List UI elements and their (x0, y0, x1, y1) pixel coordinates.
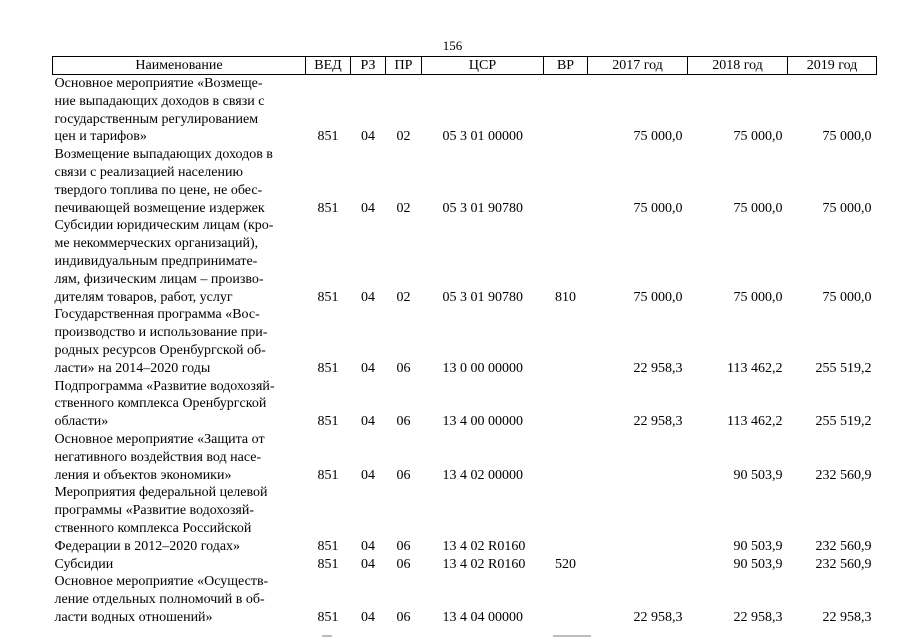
cell-2017: 22 958,3 (633, 414, 683, 430)
cell-vr (544, 75, 588, 147)
header-ved: ВЕД (306, 57, 351, 75)
name-line: Основное мероприятие «Защита от (54, 431, 265, 447)
table-row (53, 556, 877, 574)
cell-pr: 06 (396, 467, 411, 483)
cell-name (53, 556, 306, 574)
name-line: производство и использование при- (54, 325, 268, 341)
cell-name (53, 217, 306, 306)
cell-name (53, 306, 306, 377)
table-header-row (53, 57, 877, 75)
table-row (53, 146, 877, 217)
cell-2018: 90 503,9 (733, 556, 783, 572)
cell-csr: 13 4 00 00000 (442, 414, 523, 430)
cell-ved: 851 (317, 289, 339, 305)
cell-pr: 02 (396, 129, 411, 145)
cell-rz: 04 (361, 556, 375, 572)
name-line: Субсидии юридическим лицам (кро- (54, 218, 274, 234)
name-line: Возмещение выпадающих доходов в (54, 147, 273, 163)
cell-2017 (588, 556, 688, 574)
cell-csr: 13 4 02 R0160 (442, 556, 526, 572)
cell-ved: 851 (317, 609, 339, 625)
cell-ved: 851 (317, 129, 339, 145)
table-row (53, 573, 877, 626)
name-line: цен и тарифов» (54, 129, 147, 145)
budget-table (52, 56, 877, 627)
cell-vr (544, 378, 588, 431)
cell-name (53, 484, 306, 555)
cell-rz: 04 (361, 414, 375, 430)
name-line: негативного воздействия вод насе- (54, 449, 262, 465)
cell-vr: 810 (555, 289, 576, 305)
name-line: ление отдельных полномочий в об- (54, 592, 265, 608)
cell-vr (544, 146, 588, 217)
cell-vr (544, 484, 588, 555)
name-line: ления и объектов экономики» (54, 467, 232, 483)
table-body (53, 75, 877, 627)
cell-csr: 05 3 01 90780 (442, 289, 523, 305)
cell-2019: 22 958,3 (822, 609, 872, 625)
cell-rz: 04 (361, 289, 375, 305)
cell-csr: 13 4 02 R0160 (442, 538, 526, 554)
name-line: дителям товаров, работ, услуг (54, 289, 233, 305)
name-line: программы «Развитие водохозяй- (54, 503, 255, 519)
header-2018: 2018 год (688, 57, 788, 75)
cell-ved: 851 (317, 538, 339, 554)
header-vr: ВР (544, 57, 588, 75)
cell-rz: 04 (361, 360, 375, 376)
cell-csr: 13 0 00 00000 (442, 360, 523, 376)
cell-2017: 75 000,0 (633, 200, 683, 216)
name-line: государственным регулированием (54, 111, 259, 127)
cell-name (53, 75, 306, 147)
table-row (53, 484, 877, 555)
header-name: Наименование (53, 57, 306, 75)
cell-pr: 02 (396, 200, 411, 216)
cell-2018: 90 503,9 (733, 467, 783, 483)
cell-rz: 04 (361, 467, 375, 483)
cell-pr: 06 (396, 414, 411, 430)
cell-pr: 06 (396, 360, 411, 376)
name-line: индивидуальным предпринимате- (54, 253, 258, 269)
cell-vr (544, 431, 588, 484)
cell-2018: 75 000,0 (733, 129, 783, 145)
cell-vr: 520 (555, 556, 576, 572)
page-number: 156 (442, 38, 463, 53)
header-csr: ЦСР (422, 57, 544, 75)
cell-2018: 113 462,2 (727, 360, 783, 376)
cell-csr: 13 4 04 00000 (442, 609, 523, 625)
cell-vr (544, 573, 588, 626)
cell-2017 (588, 431, 688, 484)
cell-2017 (588, 484, 688, 555)
header-2019: 2019 год (788, 57, 877, 75)
name-line: Основное мероприятие «Возмеще- (54, 76, 263, 91)
cell-2017: 22 958,3 (633, 360, 683, 376)
cell-2019: 232 560,9 (815, 467, 872, 483)
cell-csr: 13 4 02 00000 (442, 467, 523, 483)
cell-2018: 90 503,9 (733, 538, 783, 554)
cell-2019: 75 000,0 (822, 289, 872, 305)
name-line: родных ресурсов Оренбургской об- (54, 342, 266, 358)
table-row (53, 75, 877, 147)
cell-2019: 255 519,2 (815, 360, 872, 376)
cell-name (53, 378, 306, 431)
cell-2017: 22 958,3 (633, 609, 683, 625)
cell-ved: 851 (317, 556, 339, 572)
cell-rz: 04 (361, 200, 375, 216)
name-line: Основное мероприятие «Осуществ- (54, 574, 269, 590)
name-line: Субсидии (54, 556, 114, 572)
cell-rz: 04 (361, 609, 375, 625)
cell-rz: 04 (361, 538, 375, 554)
name-line: Подпрограмма «Развитие водохозяй- (54, 378, 275, 394)
cell-ved: 851 (317, 467, 339, 483)
name-line: твердого топлива по цене, не обес- (54, 182, 263, 198)
cell-ved: 851 (317, 200, 339, 216)
cell-2019: 75 000,0 (822, 129, 872, 145)
cell-pr: 06 (396, 609, 411, 625)
cell-2019: 255 519,2 (815, 414, 872, 430)
name-line: области» (54, 414, 109, 430)
cell-name (53, 573, 306, 626)
cell-2018: 22 958,3 (733, 609, 783, 625)
name-line: ние выпадающих доходов в связи с (54, 93, 265, 109)
cell-2018: 75 000,0 (733, 200, 783, 216)
name-line: ласти» на 2014–2020 годы (54, 360, 211, 376)
header-2017: 2017 год (588, 57, 688, 75)
table-row (53, 217, 877, 306)
name-line: ме некоммерческих организаций), (54, 236, 259, 252)
cell-2019: 75 000,0 (822, 200, 872, 216)
cell-ved: 851 (317, 360, 339, 376)
name-line: Федерации в 2012–2020 годах» (54, 538, 241, 554)
name-line: связи с реализацией населению (54, 164, 243, 180)
cell-csr: 05 3 01 90780 (442, 200, 523, 216)
cell-csr: 05 3 01 00000 (442, 129, 523, 145)
cell-pr: 02 (396, 289, 411, 305)
cell-name (53, 431, 306, 484)
cell-2018: 75 000,0 (733, 289, 783, 305)
cell-2017: 75 000,0 (633, 289, 683, 305)
name-line: печивающей возмещение издержек (54, 200, 265, 216)
cell-2019: 232 560,9 (815, 556, 872, 572)
cell-2019: 232 560,9 (815, 538, 872, 554)
cell-2018: 113 462,2 (727, 414, 783, 430)
name-line: лям, физическим лицам – произво- (54, 271, 264, 287)
table-row (53, 306, 877, 377)
header-pr: ПР (386, 57, 422, 75)
name-line: ственного комплекса Российской (54, 520, 252, 536)
header-rz: РЗ (351, 57, 386, 75)
table-row (53, 378, 877, 431)
cell-rz: 04 (361, 129, 375, 145)
cell-pr: 06 (396, 556, 411, 572)
cell-name (53, 146, 306, 217)
cell-vr (544, 306, 588, 377)
name-line: Мероприятия федеральной целевой (54, 485, 268, 501)
scan-edge-marks (0, 632, 905, 640)
cell-pr: 06 (396, 538, 411, 554)
table-row (53, 431, 877, 484)
name-line: ственного комплекса Оренбургской (54, 396, 267, 412)
name-line: Государственная программа «Вос- (54, 307, 260, 323)
name-line: ласти водных отношений» (54, 609, 213, 625)
cell-ved: 851 (317, 414, 339, 430)
cell-2017: 75 000,0 (633, 129, 683, 145)
